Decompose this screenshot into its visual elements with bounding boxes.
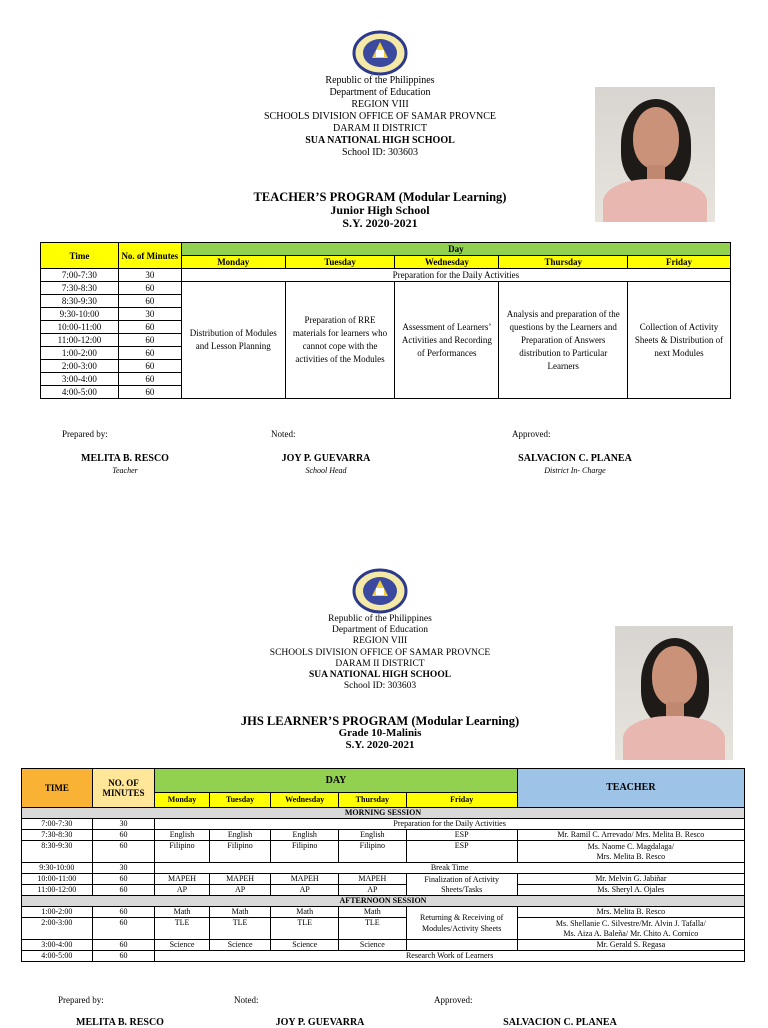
teacher-line: Ms. Shellanie C. Silvestre/Mr. Alvin J. Tafalla/ — [555, 918, 706, 928]
day-friday: Friday — [406, 793, 517, 808]
prep-cell: Preparation for the Daily Activities — [155, 819, 745, 830]
minutes-cell: 60 — [118, 334, 181, 347]
subject-cell: MAPEH — [339, 874, 407, 885]
doc1-header — [180, 75, 580, 159]
teacher-photo — [615, 626, 733, 760]
activity-tuesday: Preparation of RRE materials for learners who cannot cope with the activities of the Modules — [285, 282, 395, 399]
minutes-cell: 60 — [118, 347, 181, 360]
minutes-cell: 60 — [92, 940, 155, 951]
noted-label: Noted: — [234, 995, 259, 1005]
day-thursday: Thursday — [339, 793, 407, 808]
time-cell: 8:30-9:30 — [22, 841, 93, 863]
friday-return-cell: Returning & Receiving of Modules/Activity Sheets — [406, 907, 517, 940]
noted-label: Noted: — [271, 429, 296, 439]
subject-cell: MAPEH — [155, 874, 210, 885]
activity-friday: Collection of Activity Sheets & Distribution of next Modules — [628, 282, 731, 399]
col-header-teacher: TEACHER — [517, 769, 744, 808]
teacher-line: Mrs. Melita B. Resco — [596, 851, 666, 861]
teacher-photo — [595, 87, 715, 222]
time-cell: 2:00-3:00 — [41, 360, 119, 373]
doc2-header-line: Department of Education — [331, 625, 429, 636]
minutes-cell: 30 — [92, 819, 155, 830]
prepared-name: MELITA B. RESCO — [76, 1017, 164, 1028]
teacher-cell: Mrs. Melita B. Resco — [517, 907, 744, 918]
approved-role: District In- Charge — [544, 466, 606, 475]
time-cell: 9:30-10:00 — [41, 308, 119, 321]
teacher-cell: Mr. Gerald S. Regasa — [517, 940, 744, 951]
doc2-title-line: JHS LEARNER’S PROGRAM (Modular Learning) — [240, 714, 520, 728]
doc2-header — [180, 614, 580, 692]
doc2-header-line: REGION VIII — [352, 636, 408, 647]
prepared-name: MELITA B. RESCO — [81, 453, 169, 464]
teacher-cell — [517, 841, 744, 863]
doc1-header-line: Department of Education — [329, 87, 431, 98]
time-cell: 7:00-7:30 — [41, 269, 119, 282]
time-cell: 9:30-10:00 — [22, 863, 93, 874]
prep-cell: Preparation for the Daily Activities — [181, 269, 730, 282]
minutes-cell: 60 — [118, 295, 181, 308]
col-header-minutes: No. of Minutes — [118, 243, 181, 269]
time-cell: 11:00-12:00 — [41, 334, 119, 347]
teacher-cell: Ms. Sheryl A. Ojales — [517, 885, 744, 896]
doc1-subtitle: Junior High School — [330, 203, 430, 217]
col-header-minutes: NO. OF MINUTES — [92, 769, 155, 808]
doc1-header-line: REGION VIII — [351, 99, 409, 110]
subject-cell: TLE — [209, 918, 271, 940]
prepared-label: Prepared by: — [58, 995, 104, 1005]
afternoon-session-row: AFTERNOON SESSION — [22, 896, 745, 907]
minutes-cell: 60 — [92, 918, 155, 940]
subject-cell: ESP — [406, 830, 517, 841]
deped-seal — [352, 30, 408, 76]
time-cell: 1:00-2:00 — [22, 907, 93, 918]
subject-cell: AP — [339, 885, 407, 896]
doc1-header-line: SCHOOLS DIVISION OFFICE OF SAMAR PROVNCE — [264, 111, 496, 122]
subject-cell: Math — [271, 907, 339, 918]
subject-cell: Science — [155, 940, 210, 951]
doc1-header-line: Republic of the Philippines — [325, 75, 435, 86]
subject-cell: Math — [209, 907, 271, 918]
subject-cell: MAPEH — [271, 874, 339, 885]
empty-cell — [406, 940, 517, 951]
doc2-header-line: SCHOOLS DIVISION OFFICE OF SAMAR PROVNCE — [269, 647, 491, 658]
break-cell: Break Time — [155, 863, 745, 874]
day-monday: Monday — [155, 793, 210, 808]
subject-cell: TLE — [271, 918, 339, 940]
minutes-cell: 30 — [118, 269, 181, 282]
deped-seal — [352, 568, 408, 614]
col-header-day: DAY — [155, 769, 517, 793]
subject-cell: English — [209, 830, 271, 841]
time-cell: 4:00-5:00 — [41, 386, 119, 399]
day-wednesday: Wednesday — [271, 793, 339, 808]
minutes-cell: 60 — [92, 885, 155, 896]
time-cell: 2:00-3:00 — [22, 918, 93, 940]
teacher-program-table — [40, 242, 731, 399]
subject-cell: Math — [339, 907, 407, 918]
subject-cell: Filipino — [155, 841, 210, 863]
subject-cell: AP — [155, 885, 210, 896]
learner-program-table — [21, 768, 745, 962]
teacher-cell — [517, 918, 744, 940]
activity-monday: Distribution of Modules and Lesson Planning — [181, 282, 285, 399]
subject-cell: Science — [271, 940, 339, 951]
doc2-subtitle: Grade 10-Malinis — [338, 727, 422, 739]
prepared-label: Prepared by: — [62, 429, 108, 439]
doc2-school-name: SUA NATIONAL HIGH SCHOOL — [308, 670, 452, 681]
minutes-cell: 60 — [92, 874, 155, 885]
time-cell: 4:00-5:00 — [22, 951, 93, 962]
minutes-cell: 30 — [118, 308, 181, 321]
subject-cell: Filipino — [209, 841, 271, 863]
day-tuesday: Tuesday — [285, 256, 395, 269]
day-tuesday: Tuesday — [209, 793, 271, 808]
doc2-title — [180, 715, 580, 751]
time-cell: 10:00-11:00 — [22, 874, 93, 885]
teacher-line: Ms. Naome C. Magdalaga/ — [587, 841, 675, 851]
approved-name: SALVACION C. PLANEA — [518, 453, 632, 464]
time-cell: 3:00-4:00 — [41, 373, 119, 386]
subject-cell: English — [339, 830, 407, 841]
time-cell: 10:00-11:00 — [41, 321, 119, 334]
research-cell: Research Work of Learners — [155, 951, 745, 962]
teacher-cell: Mr. Ramil C. Arrevado/ Mrs. Melita B. Resco — [517, 830, 744, 841]
col-header-time: Time — [41, 243, 119, 269]
subject-cell: English — [155, 830, 210, 841]
minutes-cell: 60 — [118, 282, 181, 295]
subject-cell: English — [271, 830, 339, 841]
noted-role: School Head — [305, 466, 347, 475]
activity-wednesday: Assessment of Learners’ Activities and Recording of Performances — [395, 282, 499, 399]
col-header-day: Day — [181, 243, 730, 256]
approved-label: Approved: — [512, 429, 551, 439]
subject-cell: Filipino — [271, 841, 339, 863]
subject-cell: Filipino — [339, 841, 407, 863]
doc2-school-id: School ID: 303603 — [343, 681, 417, 692]
doc2-header-line: Republic of the Philippines — [328, 614, 432, 624]
subject-cell: AP — [271, 885, 339, 896]
noted-name: JOY P. GUEVARRA — [281, 453, 371, 464]
minutes-cell: 60 — [92, 951, 155, 962]
teacher-line: Ms. Aiza A. Baleña/ Mr. Chito A. Cornico — [563, 928, 699, 938]
day-friday: Friday — [628, 256, 731, 269]
doc1-school-name: SUA NATIONAL HIGH SCHOOL — [305, 135, 455, 146]
minutes-cell: 60 — [118, 321, 181, 334]
subject-cell: ESP — [406, 841, 517, 863]
time-cell: 1:00-2:00 — [41, 347, 119, 360]
minutes-cell: 60 — [92, 830, 155, 841]
subject-cell: Science — [209, 940, 271, 951]
subject-cell: MAPEH — [209, 874, 271, 885]
doc1-school-id: School ID: 303603 — [341, 147, 419, 158]
doc1-header-line: DARAM II DISTRICT — [333, 123, 427, 134]
noted-name: JOY P. GUEVARRA — [275, 1017, 365, 1028]
minutes-cell: 60 — [118, 360, 181, 373]
col-header-time: TIME — [22, 769, 93, 808]
day-wednesday: Wednesday — [395, 256, 499, 269]
doc1-school-year: S.Y. 2020-2021 — [342, 216, 418, 230]
teacher-cell: Mr. Melvin G. Jabiñar — [517, 874, 744, 885]
time-cell: 11:00-12:00 — [22, 885, 93, 896]
doc2-school-year: S.Y. 2020-2021 — [345, 739, 415, 751]
minutes-cell: 60 — [118, 386, 181, 399]
doc1-title-line: TEACHER’S PROGRAM (Modular Learning) — [253, 190, 507, 204]
time-cell: 8:30-9:30 — [41, 295, 119, 308]
minutes-cell: 60 — [92, 907, 155, 918]
doc2-header-line: DARAM II DISTRICT — [335, 658, 425, 669]
approved-name: SALVACION C. PLANEA — [503, 1017, 617, 1028]
time-cell: 7:30-8:30 — [41, 282, 119, 295]
friday-finalization-cell: Finalization of Activity Sheets/Tasks — [406, 874, 517, 896]
doc1-title — [180, 191, 580, 230]
day-monday: Monday — [181, 256, 285, 269]
approved-label: Approved: — [434, 995, 473, 1005]
time-cell: 7:30-8:30 — [22, 830, 93, 841]
prepared-role: Teacher — [112, 466, 138, 475]
subject-cell: TLE — [155, 918, 210, 940]
minutes-cell: 30 — [92, 863, 155, 874]
time-cell: 7:00-7:30 — [22, 819, 93, 830]
subject-cell: AP — [209, 885, 271, 896]
minutes-cell: 60 — [118, 373, 181, 386]
activity-thursday: Analysis and preparation of the questions by the Learners and Preparation of Answers distribution to Particular Learners — [499, 282, 628, 399]
subject-cell: Math — [155, 907, 210, 918]
subject-cell: TLE — [339, 918, 407, 940]
day-thursday: Thursday — [499, 256, 628, 269]
morning-session-row: MORNING SESSION — [22, 808, 745, 819]
subject-cell: Science — [339, 940, 407, 951]
minutes-cell: 60 — [92, 841, 155, 863]
time-cell: 3:00-4:00 — [22, 940, 93, 951]
